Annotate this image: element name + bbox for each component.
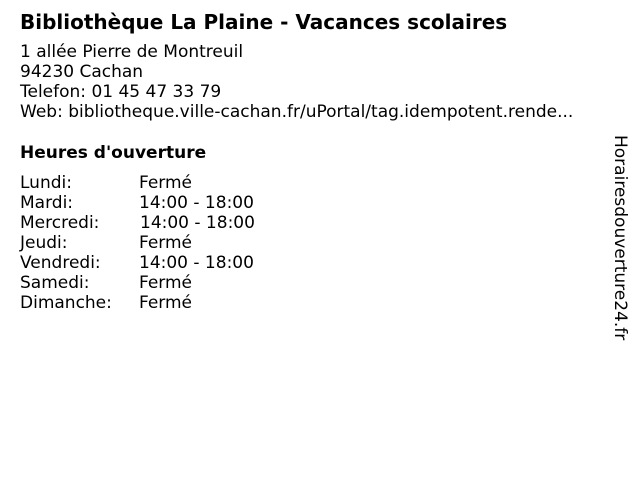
day-hours: 14:00 - 18:00 bbox=[139, 193, 254, 213]
hours-title: Heures d'ouverture bbox=[20, 143, 207, 163]
day-hours: Fermé bbox=[139, 293, 193, 313]
site-watermark: Horairesdouverture24.fr bbox=[610, 135, 630, 341]
phone-label: Telefon: bbox=[20, 82, 87, 102]
library-card bbox=[20, 10, 600, 313]
day-label: Samedi: bbox=[20, 273, 90, 293]
day-label: Jeudi: bbox=[20, 233, 68, 253]
web-link[interactable]: bibliotheque.ville-cachan.fr/uPortal/tag.idempotent.rende... bbox=[68, 102, 574, 122]
hours-row-vendredi bbox=[20, 253, 600, 273]
address-city: 94230 Cachan bbox=[20, 62, 144, 82]
day-hours: Fermé bbox=[139, 173, 193, 193]
hours-row-dimanche bbox=[20, 293, 600, 313]
day-hours: 14:00 - 18:00 bbox=[139, 253, 254, 273]
web-row bbox=[20, 102, 600, 122]
hours-row-jeudi bbox=[20, 233, 600, 253]
phone-number: 01 45 47 33 79 bbox=[91, 82, 222, 102]
day-label: Mercredi: bbox=[20, 213, 100, 233]
hours-row-lundi bbox=[20, 173, 600, 193]
page-title: Bibliothèque La Plaine - Vacances scolaires bbox=[20, 10, 508, 34]
hours-row-mercredi bbox=[20, 213, 600, 233]
day-label: Lundi: bbox=[20, 173, 72, 193]
address-street: 1 allée Pierre de Montreuil bbox=[20, 42, 244, 62]
hours-row-mardi bbox=[20, 193, 600, 213]
web-label: Web: bbox=[20, 102, 63, 122]
day-hours: Fermé bbox=[139, 233, 193, 253]
day-hours: 14:00 - 18:00 bbox=[140, 213, 255, 233]
phone-row bbox=[20, 82, 600, 102]
day-hours: Fermé bbox=[139, 273, 193, 293]
address-block bbox=[20, 42, 600, 122]
day-label: Dimanche: bbox=[20, 293, 112, 313]
hours-table bbox=[20, 173, 600, 313]
hours-row-samedi bbox=[20, 273, 600, 293]
day-label: Mardi: bbox=[20, 193, 74, 213]
day-label: Vendredi: bbox=[20, 253, 101, 273]
